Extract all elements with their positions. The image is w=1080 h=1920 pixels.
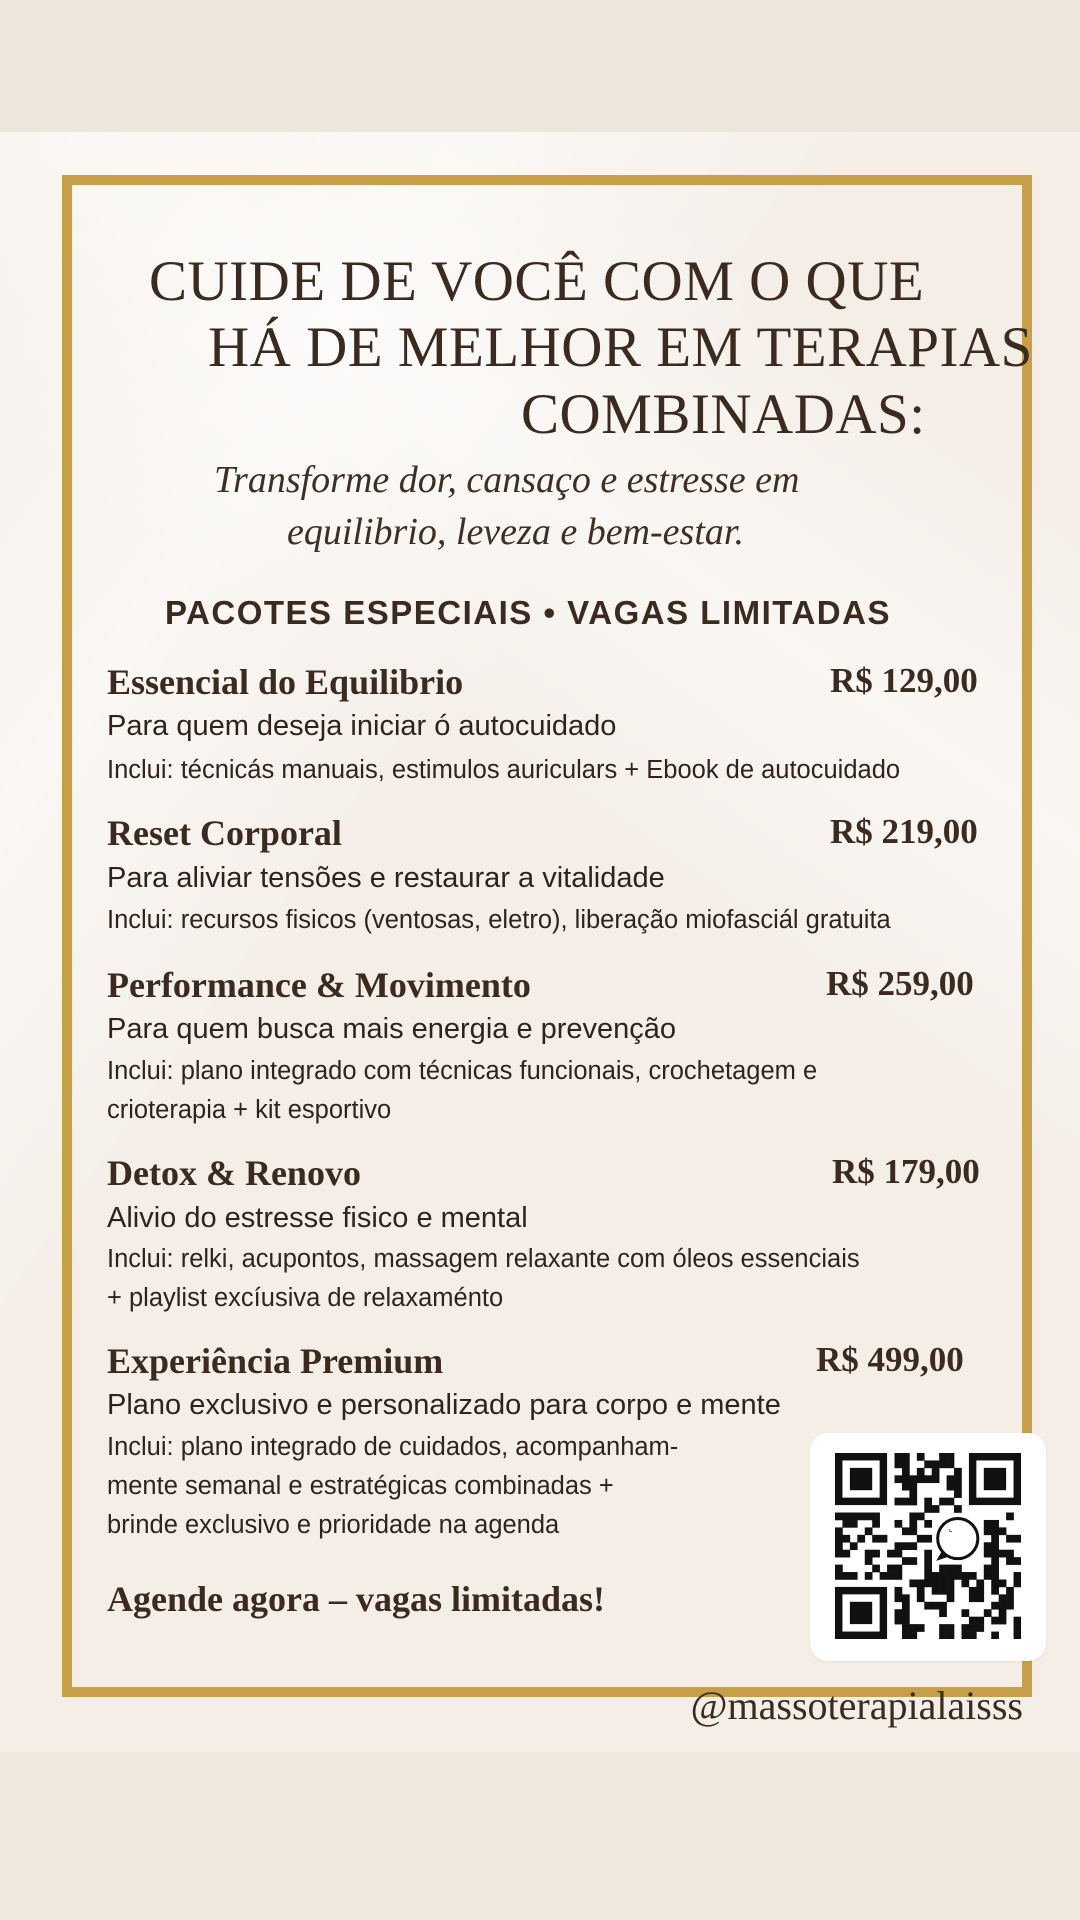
package-name: Detox & Renovo: [107, 1153, 361, 1193]
package-name: Performance & Movimento: [107, 965, 531, 1005]
instagram-handle[interactable]: @massoterapialaisss: [690, 1683, 1023, 1728]
section-title: PACOTES ESPECIAIS • VAGAS LIMITADAS: [165, 594, 891, 631]
headline-line-3: COMBINADAS:: [521, 383, 926, 446]
package-description: Para aliviar tensões e restaurar a vitalidade: [107, 862, 665, 894]
package-description: Para quem busca mais energia e prevenção: [107, 1013, 677, 1045]
subtitle-line-2: equilibrio, leveza e bem-estar.: [287, 511, 744, 553]
package-description: Alivio do estresse fisico e mental: [107, 1202, 528, 1234]
bottom-band: [0, 1752, 1080, 1920]
package-name: Experiência Premium: [107, 1341, 444, 1381]
package-name: Reset Corporal: [107, 813, 342, 853]
package-includes-line: Inclui: plano integrado de cuidados, acompanham-: [107, 1433, 679, 1461]
package-includes-line: Inclui: plano integrado com técnicas funcionais, crochetagem e: [107, 1057, 818, 1085]
call-to-action: Agende agora – vagas limitadas!: [107, 1579, 605, 1619]
package-includes-line: + playlist excíusiva de relaxaménto: [107, 1284, 504, 1312]
headline-line-2: HÁ DE MELHOR EM TERAPIAS: [208, 316, 1033, 379]
package-price: R$ 499,00: [816, 1340, 964, 1379]
subtitle-line-1: Transforme dor, cansaço e estresse em: [214, 459, 800, 501]
headline-line-1: CUIDE DE VOCÊ COM O QUE: [149, 250, 925, 313]
package-description: Para quem deseja iniciar ó autocuidado: [107, 710, 617, 742]
qr-code[interactable]: [835, 1453, 1021, 1639]
package-description: Plano exclusivo e personalizado para corpo e mente: [107, 1389, 781, 1421]
top-band: [0, 0, 1080, 132]
package-price: R$ 179,00: [832, 1152, 980, 1191]
package-price: R$ 219,00: [830, 812, 978, 851]
package-includes-line: Inclui: técnicás manuais, estimulos auriculars + Ebook de autocuidado: [107, 756, 901, 784]
package-name: Essencial do Equilibrio: [107, 662, 464, 702]
package-includes-line: mente semanal e estratégicas combinadas +: [107, 1472, 614, 1500]
qr-code-card[interactable]: [810, 1433, 1046, 1661]
package-price: R$ 259,00: [826, 964, 974, 1003]
package-includes-line: brinde exclusivo e prioridade na agenda: [107, 1511, 560, 1539]
package-includes-line: Inclui: recursos fisicos (ventosas, eletro), liberação miofasciál gratuita: [107, 906, 891, 934]
whatsapp-icon: [932, 1513, 983, 1564]
package-price: R$ 129,00: [830, 661, 978, 700]
package-includes-line: crioterapia + kit esportivo: [107, 1096, 392, 1124]
package-includes-line: Inclui: relki, acupontos, massagem relaxante com óleos essenciais: [107, 1245, 860, 1273]
